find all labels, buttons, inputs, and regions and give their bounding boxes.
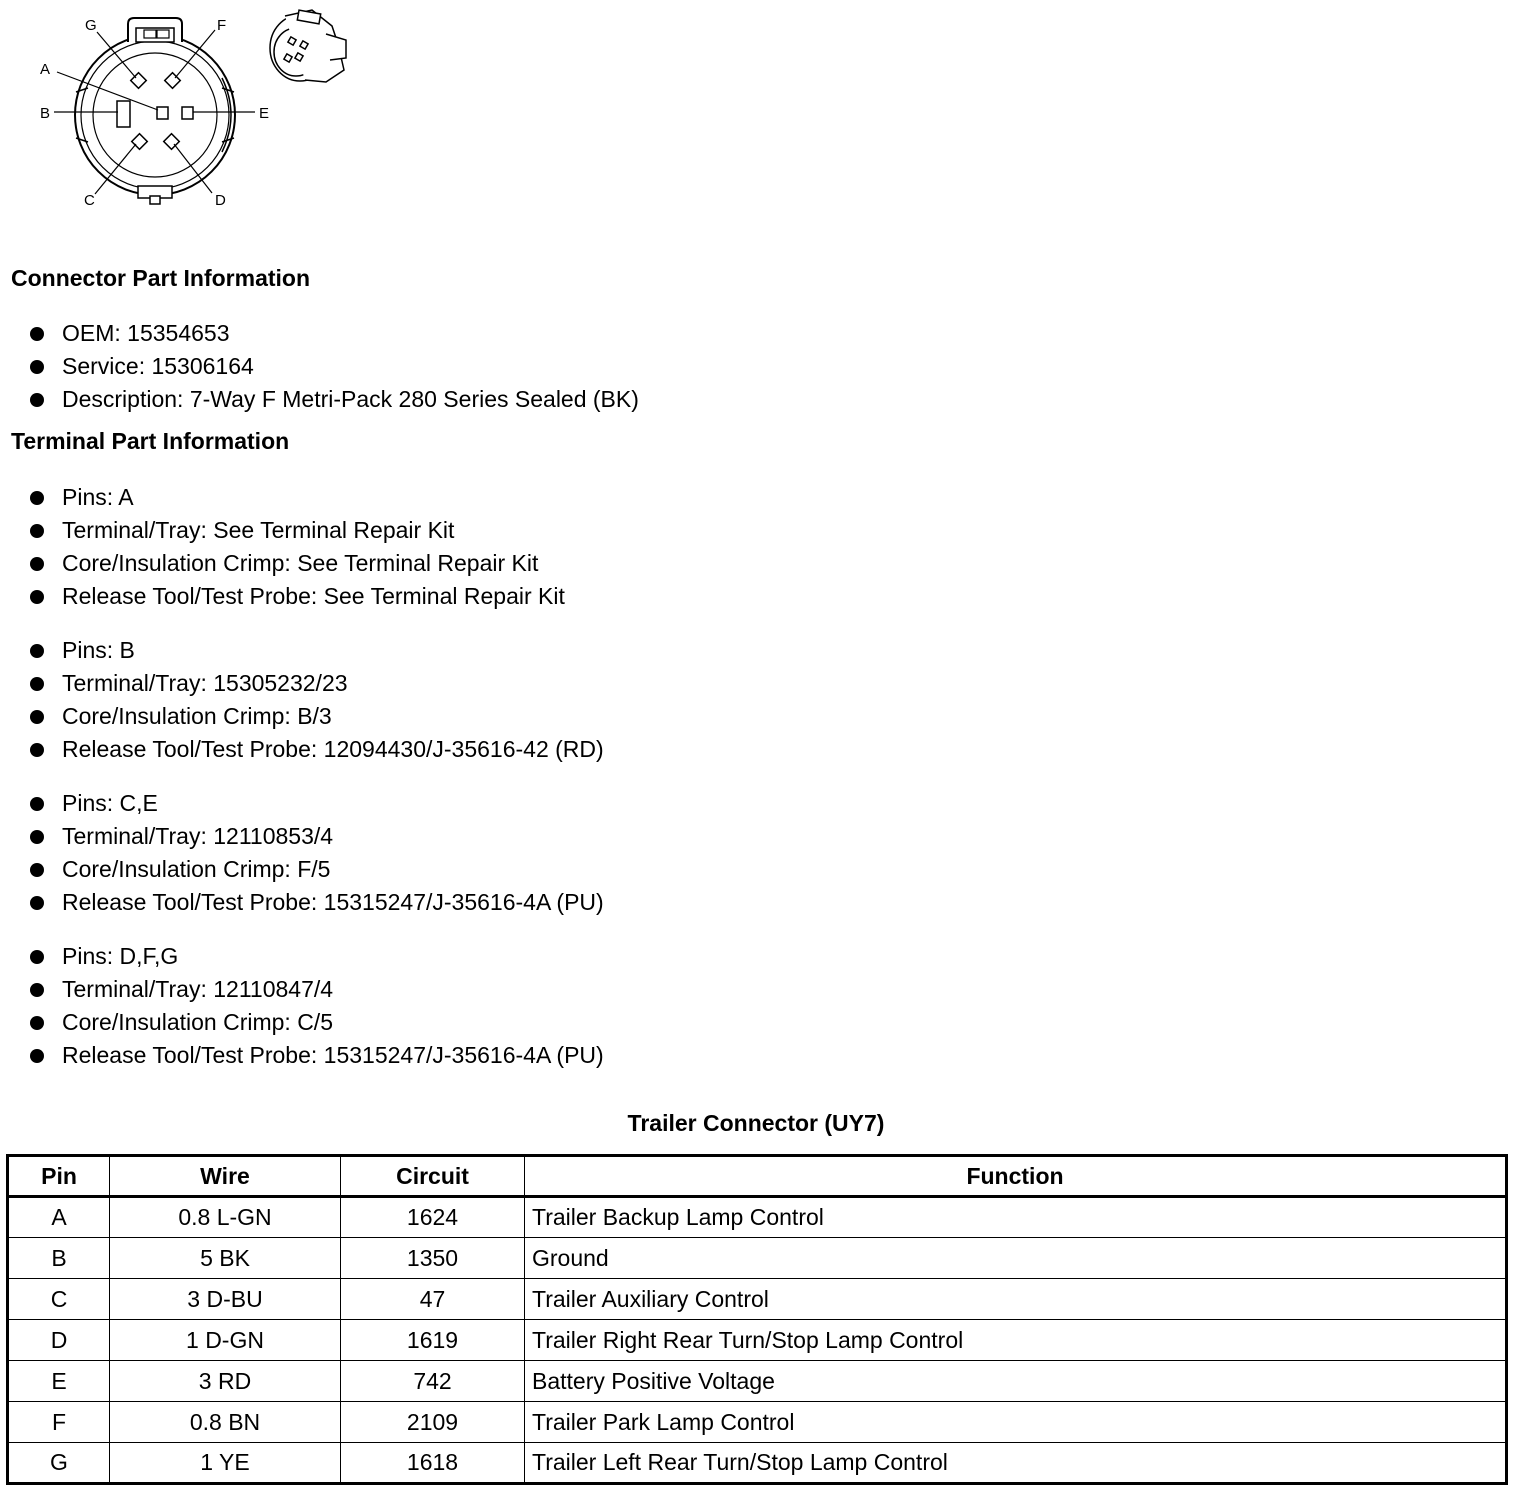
connector-face-diagram	[0, 0, 380, 230]
cell-pin: G	[8, 1443, 110, 1484]
list-item: Core/Insulation Crimp: See Terminal Repair Kit	[0, 547, 565, 580]
list-item: Terminal/Tray: 15305232/23	[0, 667, 604, 700]
list-item: Core/Insulation Crimp: B/3	[0, 700, 604, 733]
list-item: Service: 15306164	[0, 350, 639, 383]
column-header-wire: Wire	[110, 1156, 341, 1197]
cell-circuit: 47	[341, 1279, 525, 1320]
terminal-group-pins-d-f-g	[0, 940, 604, 1072]
list-item: Release Tool/Test Probe: See Terminal Repair Kit	[0, 580, 565, 613]
cell-wire: 0.8 L-GN	[110, 1197, 341, 1238]
terminal-part-heading: Terminal Part Information	[11, 428, 290, 454]
connector-part-heading: Connector Part Information	[11, 265, 311, 291]
terminal-group-pins-b	[0, 634, 604, 766]
column-header-function: Function	[525, 1156, 1507, 1197]
table-row	[8, 1320, 1507, 1361]
cell-pin: C	[8, 1279, 110, 1320]
table-row	[8, 1279, 1507, 1320]
terminal-group-pins-c-e	[0, 787, 604, 919]
cell-function: Battery Positive Voltage	[525, 1361, 1507, 1402]
cell-pin: B	[8, 1238, 110, 1279]
table-row	[8, 1443, 1507, 1484]
list-item: Terminal/Tray: See Terminal Repair Kit	[0, 514, 565, 547]
list-item: Pins: C,E	[0, 787, 604, 820]
list-item: Description: 7-Way F Metri-Pack 280 Series Sealed (BK)	[0, 383, 639, 416]
cavity-b	[117, 101, 130, 127]
cell-function: Trailer Backup Lamp Control	[525, 1197, 1507, 1238]
cell-function: Trailer Left Rear Turn/Stop Lamp Control	[525, 1443, 1507, 1484]
cell-wire: 5 BK	[110, 1238, 341, 1279]
table-row	[8, 1402, 1507, 1443]
leader-lines	[54, 30, 255, 194]
table-title: Trailer Connector (UY7)	[627, 1110, 885, 1136]
pin-label-g: G	[85, 17, 97, 34]
connector-isometric-view	[270, 10, 346, 82]
pin-label-f: F	[217, 17, 227, 34]
cell-function: Trailer Right Rear Turn/Stop Lamp Control	[525, 1320, 1507, 1361]
cell-circuit: 1619	[341, 1320, 525, 1361]
pinout-table	[6, 1154, 1508, 1485]
cell-circuit: 1350	[341, 1238, 525, 1279]
cell-circuit: 1618	[341, 1443, 525, 1484]
cavity-e	[182, 107, 193, 119]
list-item: Release Tool/Test Probe: 15315247/J-35616-4A (PU)	[0, 886, 604, 919]
cell-wire: 0.8 BN	[110, 1402, 341, 1443]
cell-circuit: 2109	[341, 1402, 525, 1443]
cell-function: Trailer Park Lamp Control	[525, 1402, 1507, 1443]
cell-circuit: 1624	[341, 1197, 525, 1238]
column-header-circuit: Circuit	[341, 1156, 525, 1197]
cell-function: Trailer Auxiliary Control	[525, 1279, 1507, 1320]
pin-label-e: E	[259, 105, 270, 122]
list-item: Terminal/Tray: 12110847/4	[0, 973, 604, 1006]
table-row	[8, 1361, 1507, 1402]
list-item: Pins: A	[0, 481, 565, 514]
list-item: Core/Insulation Crimp: C/5	[0, 1006, 604, 1039]
cell-pin: D	[8, 1320, 110, 1361]
pin-label-d: D	[215, 192, 226, 209]
pin-cavities	[117, 73, 193, 150]
terminal-group-pins-a	[0, 481, 565, 613]
list-item: OEM: 15354653	[0, 317, 639, 350]
connector-part-list	[0, 317, 639, 416]
column-header-pin: Pin	[8, 1156, 110, 1197]
cell-function: Ground	[525, 1238, 1507, 1279]
cell-wire: 1 D-GN	[110, 1320, 341, 1361]
cell-wire: 3 RD	[110, 1361, 341, 1402]
cell-pin: F	[8, 1402, 110, 1443]
cell-pin: E	[8, 1361, 110, 1402]
table-header-row	[8, 1156, 1507, 1197]
cell-wire: 1 YE	[110, 1443, 341, 1484]
pin-label-c: C	[84, 192, 95, 209]
list-item: Terminal/Tray: 12110853/4	[0, 820, 604, 853]
cell-circuit: 742	[341, 1361, 525, 1402]
connector-body	[75, 18, 235, 204]
cell-pin: A	[8, 1197, 110, 1238]
list-item: Release Tool/Test Probe: 15315247/J-35616-4A (PU)	[0, 1039, 604, 1072]
pin-label-b: B	[40, 105, 51, 122]
cell-wire: 3 D-BU	[110, 1279, 341, 1320]
table-row	[8, 1197, 1507, 1238]
list-item: Pins: D,F,G	[0, 940, 604, 973]
table-row	[8, 1238, 1507, 1279]
list-item: Core/Insulation Crimp: F/5	[0, 853, 604, 886]
pin-label-a: A	[40, 61, 51, 78]
list-item: Pins: B	[0, 634, 604, 667]
cavity-a	[157, 107, 168, 119]
list-item: Release Tool/Test Probe: 12094430/J-35616-42 (RD)	[0, 733, 604, 766]
